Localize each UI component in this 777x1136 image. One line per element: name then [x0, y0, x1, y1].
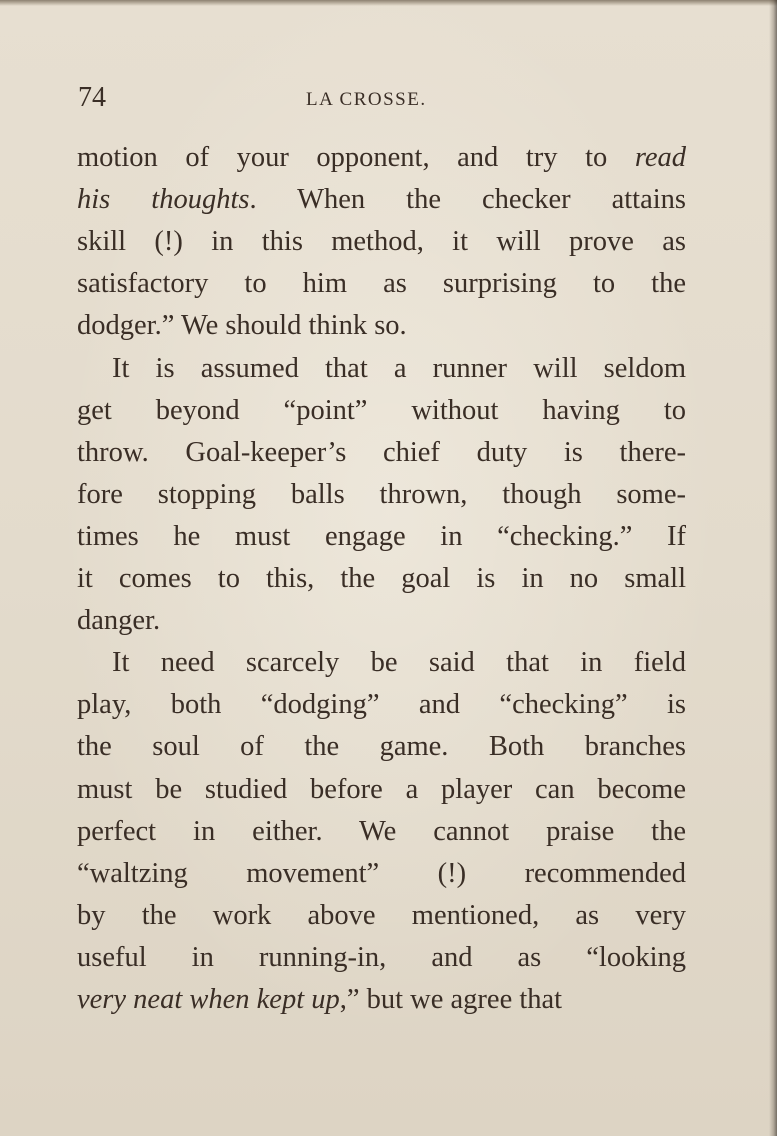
text-line — [77, 769, 686, 811]
text-line — [112, 348, 686, 390]
text-segment: satisfactory to him as surprising to the — [77, 268, 686, 300]
page-top-edge — [0, 0, 777, 6]
text-line — [77, 263, 686, 305]
text-segment: skill (!) in this method, it will prove as — [77, 226, 686, 258]
italic-text: his thoughts — [77, 184, 250, 216]
text-line — [77, 432, 686, 474]
text-segment: perfect in either. We cannot praise the — [77, 815, 686, 847]
text-segment: “waltzing movement” (!) recommended — [77, 857, 686, 889]
text-segment: fore stopping balls thrown, though some- — [77, 478, 686, 510]
text-line — [77, 516, 686, 558]
italic-text: very neat when kept up — [77, 984, 340, 1015]
text-segment: danger. — [77, 605, 161, 637]
text-segment: play, both “dodging” and “checking” is — [77, 689, 686, 721]
text-segment: must be studied before a player can become — [77, 773, 686, 805]
text-segment: by the work above mentioned, as very — [77, 899, 686, 931]
page-number: 74 — [78, 82, 106, 113]
text-line — [77, 979, 686, 1021]
text-segment: useful in running-in, and as “looking — [77, 941, 686, 973]
text-line — [77, 221, 686, 263]
text-line — [77, 305, 686, 347]
text-line — [77, 726, 686, 768]
text-line — [112, 642, 686, 684]
text-segment: motion of your opponent, and try to — [77, 142, 635, 173]
italic-text: read — [634, 142, 686, 173]
text-segment: dodger.” We should think so. — [77, 310, 407, 342]
text-segment: It is assumed that a runner will seldom — [112, 352, 686, 384]
text-line — [77, 937, 686, 979]
text-line — [77, 684, 686, 726]
text-line — [77, 179, 686, 221]
page-right-edge-shadow — [769, 0, 777, 1136]
text-line — [77, 600, 686, 642]
text-line — [77, 137, 686, 179]
text-segment: times he must engage in “checking.” If — [77, 520, 686, 552]
text-line — [77, 390, 686, 432]
text-line — [77, 811, 686, 853]
text-segment: it comes to this, the goal is in no small — [77, 563, 686, 594]
text-segment: ,” but we agree that — [339, 984, 563, 1015]
text-segment: It need scarcely be said that in field — [112, 647, 686, 679]
text-segment: . When the checker attains — [249, 184, 687, 216]
page-header — [78, 78, 688, 118]
text-segment: the soul of the game. Both branches — [77, 731, 686, 763]
text-segment: throw. Goal-keeper’s chief duty is there- — [77, 436, 686, 468]
text-line — [77, 853, 686, 895]
text-line — [77, 474, 686, 516]
text-line — [77, 558, 686, 600]
running-head: LA CROSSE. — [306, 89, 427, 110]
text-line — [77, 895, 686, 937]
text-segment: get beyond “point” without having to — [77, 394, 686, 426]
